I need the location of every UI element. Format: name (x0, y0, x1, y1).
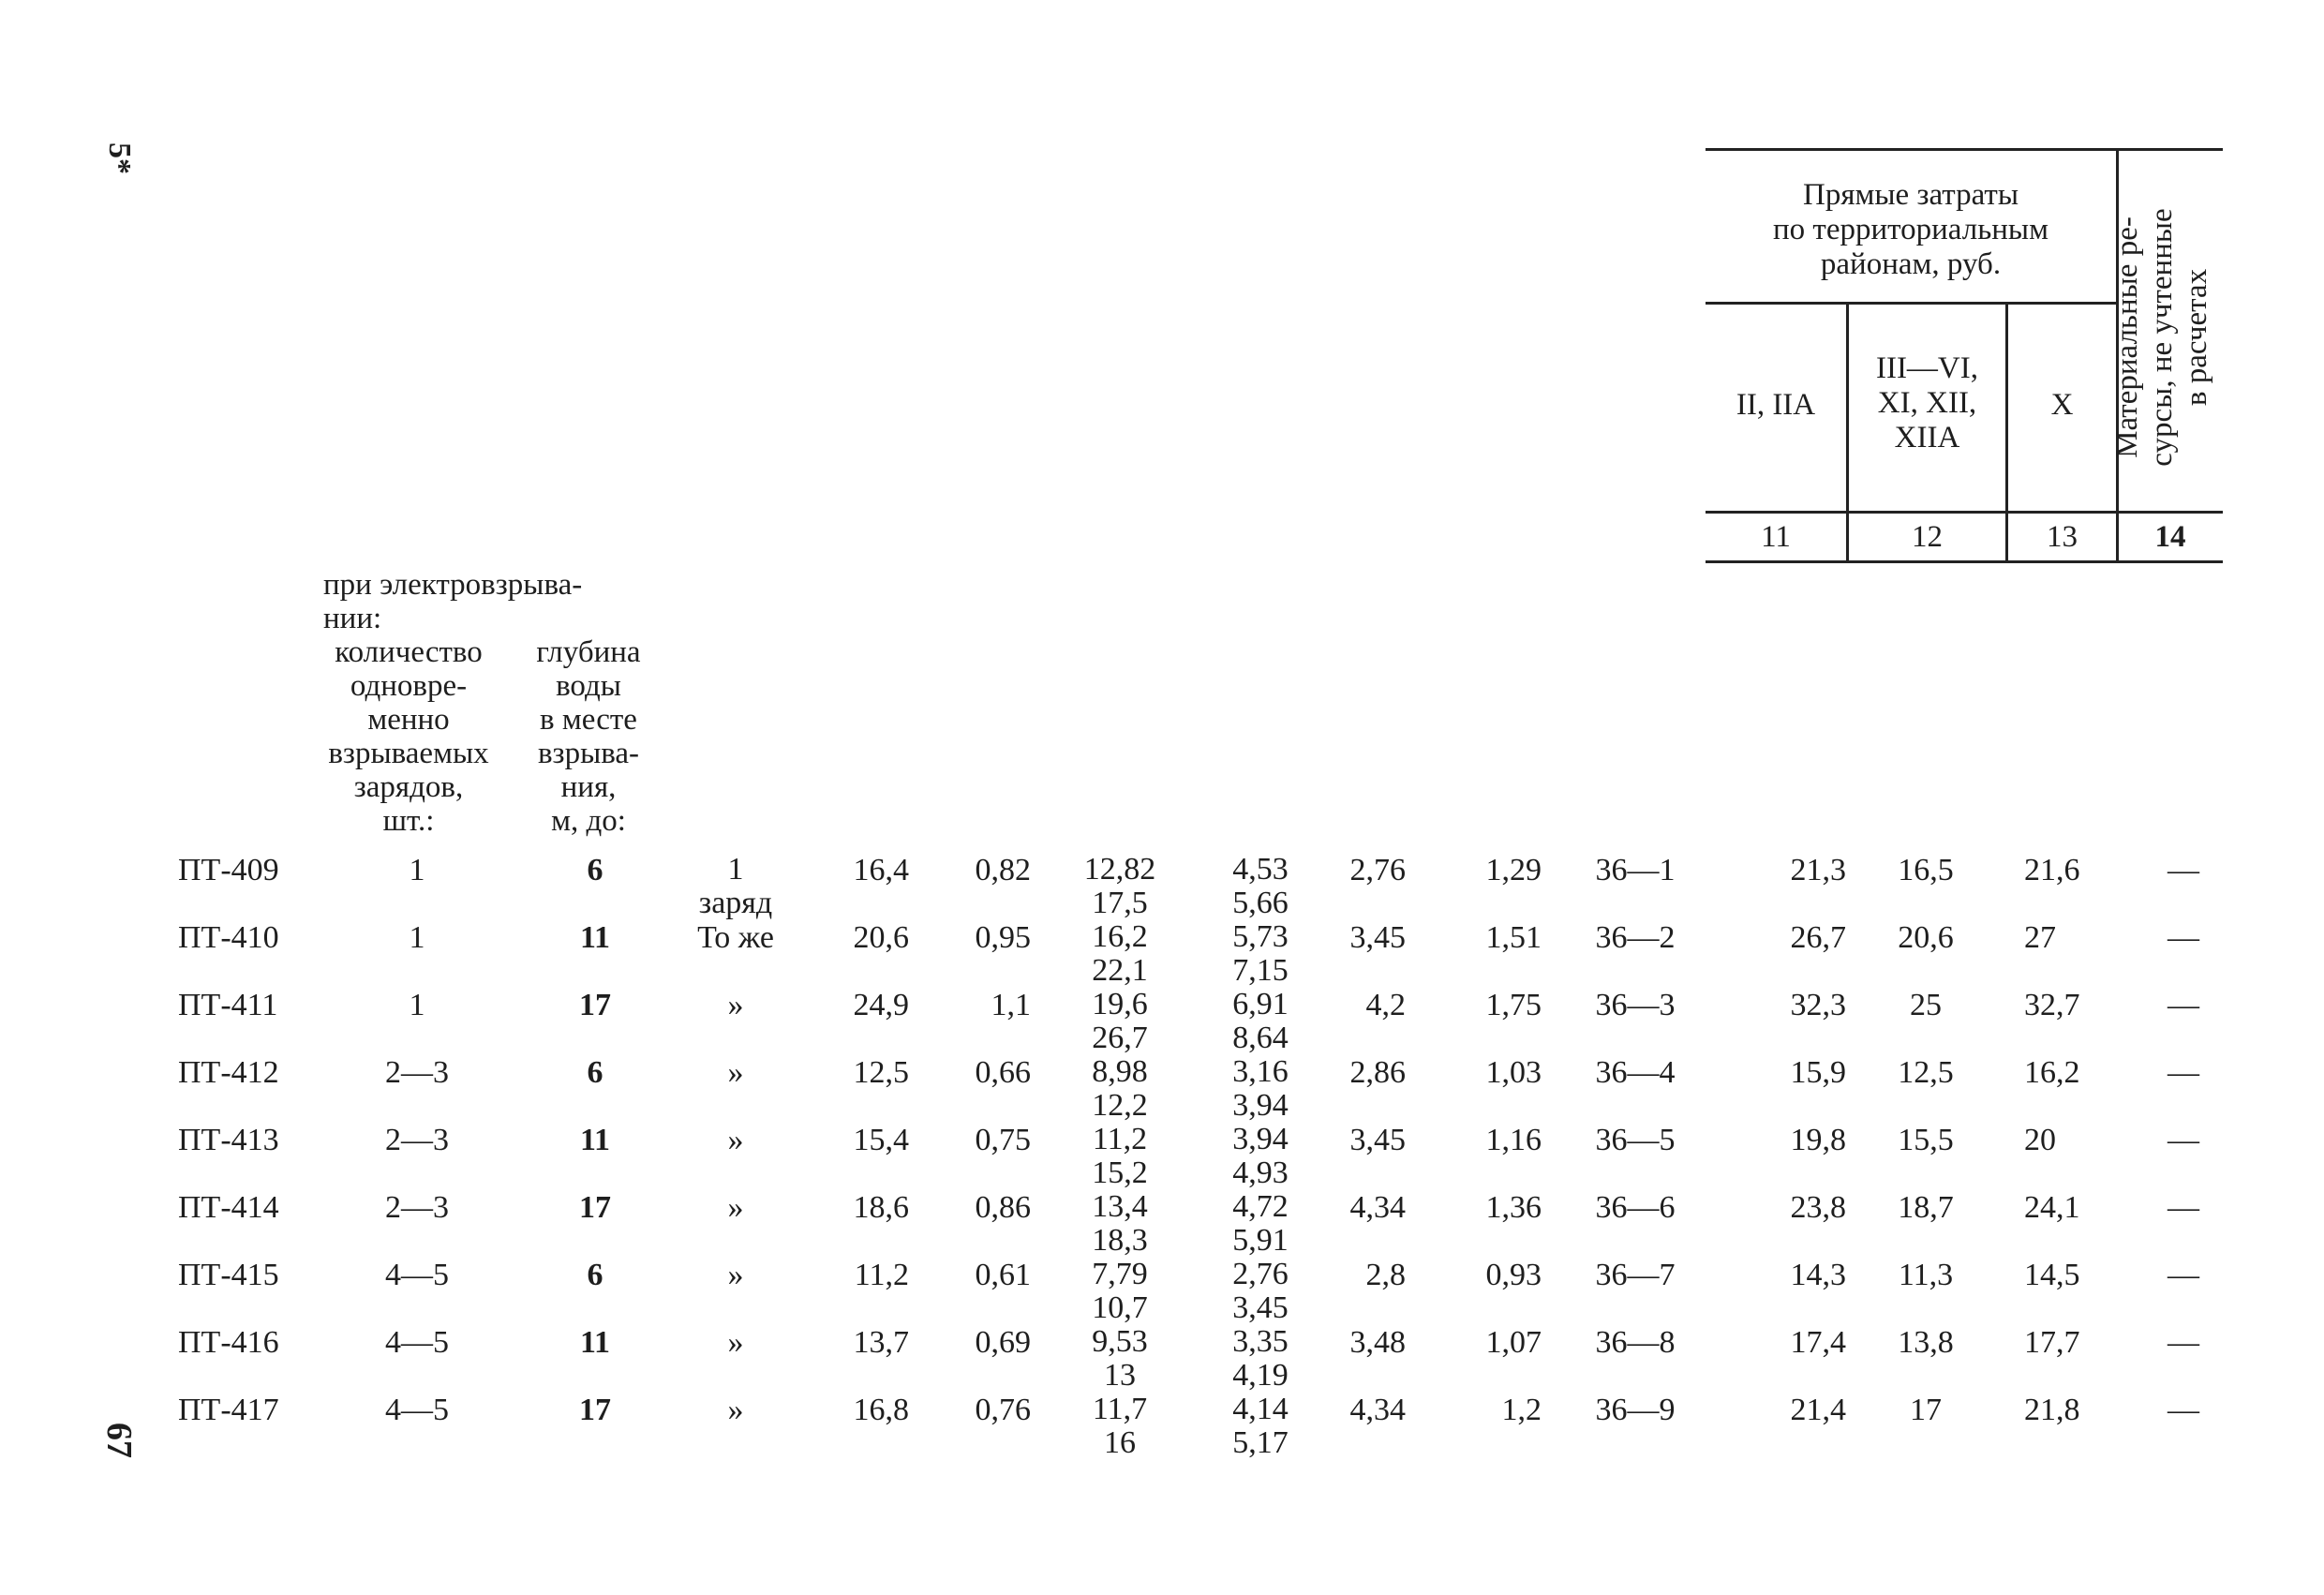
cell-v13: 21,6 (2024, 853, 2080, 887)
cell-c8-bottom: 5,91 (1232, 1223, 1289, 1258)
cell-code: ПТ-411 (178, 988, 278, 1022)
cell-v14: — (2168, 920, 2199, 955)
col-num-12: 12 (1912, 520, 1943, 554)
cell-c7-top: 9,53 (1092, 1324, 1148, 1359)
cell-v13: 20 (2024, 1123, 2056, 1157)
cell-c7 (1068, 988, 1171, 1055)
cell-v11: 26,7 (1790, 920, 1846, 955)
cell-depth: 11 (579, 920, 611, 955)
cell-c8-bottom: 3,45 (1232, 1290, 1289, 1325)
cell-c7-top: 11,7 (1092, 1392, 1148, 1426)
cell-v14: — (2168, 1258, 2199, 1292)
cell-c8-bottom: 4,19 (1232, 1358, 1289, 1393)
cell-c7-top: 16,2 (1092, 919, 1148, 954)
cell-ref: 36—4 (1595, 1055, 1676, 1090)
cell-c6: 0,66 (975, 1055, 1031, 1090)
cell-count: 4—5 (385, 1325, 449, 1360)
cell-v13: 27 (2024, 920, 2056, 955)
cell-v13: 21,8 (2024, 1393, 2080, 1427)
cell-ref: 36—6 (1595, 1190, 1676, 1225)
cell-c8 (1209, 988, 1312, 1055)
cell-ref: 36—3 (1595, 988, 1676, 1022)
cell-v12: 17 (1910, 1393, 1942, 1427)
col-num-11: 11 (1761, 520, 1791, 554)
cell-c5: 24,9 (853, 988, 909, 1022)
cell-c8-top: 3,35 (1232, 1324, 1289, 1359)
cell-c8-bottom: 3,94 (1232, 1088, 1289, 1123)
cell-c9: 2,8 (1365, 1258, 1406, 1292)
cell-depth: 17 (579, 1393, 611, 1427)
cell-depth: 11 (579, 1123, 611, 1157)
cell-depth: 17 (579, 1190, 611, 1225)
cell-c9: 2,86 (1349, 1055, 1406, 1090)
cell-ref: 36—5 (1595, 1123, 1676, 1157)
cell-c8-top: 4,72 (1232, 1189, 1289, 1224)
cell-c7-top: 7,79 (1092, 1257, 1148, 1291)
cell-c5: 11,2 (854, 1258, 909, 1292)
cell-unit: » (727, 1055, 744, 1090)
cell-c7 (1068, 920, 1171, 988)
cell-c5: 13,7 (853, 1325, 909, 1360)
col-2-2a-header: II, IIA (1736, 388, 1816, 422)
cell-c10: 1,36 (1485, 1190, 1542, 1225)
cell-c7-bottom: 12,2 (1092, 1088, 1148, 1123)
cell-c8 (1209, 1325, 1312, 1393)
cell-v14: — (2168, 1393, 2199, 1427)
cell-c9: 4,2 (1365, 988, 1406, 1022)
cell-c7-bottom: 16 (1104, 1425, 1136, 1460)
cell-c8 (1209, 853, 1312, 920)
cell-c5: 20,6 (853, 920, 909, 955)
page-mark-bottom: 67 (99, 1423, 139, 1458)
cell-c6: 0,75 (975, 1123, 1031, 1157)
cell-c10: 1,2 (1501, 1393, 1542, 1427)
cell-unit: То же (697, 920, 774, 955)
cell-c9: 4,34 (1349, 1393, 1406, 1427)
cell-count: 2—3 (385, 1123, 449, 1157)
cell-code: ПТ-413 (178, 1123, 279, 1157)
cell-count: 2—3 (385, 1190, 449, 1225)
cell-v12: 15,5 (1898, 1123, 1954, 1157)
cell-v11: 21,3 (1790, 853, 1846, 887)
cell-c9: 3,45 (1349, 1123, 1406, 1157)
cell-code: ПТ-416 (178, 1325, 279, 1360)
cell-depth: 6 (587, 853, 603, 887)
cell-unit: » (727, 1190, 744, 1225)
cell-c9: 4,34 (1349, 1190, 1406, 1225)
cell-v11: 19,8 (1790, 1123, 1846, 1157)
cell-c10: 1,03 (1485, 1055, 1542, 1090)
cell-v12: 11,3 (1898, 1258, 1954, 1292)
cell-depth: 6 (587, 1055, 603, 1090)
cell-code: ПТ-415 (178, 1258, 279, 1292)
cell-unit: » (727, 1325, 744, 1360)
cell-c8-top: 6,91 (1232, 987, 1289, 1021)
cell-count: 1 (409, 853, 425, 887)
col-num-14: 14 (2154, 520, 2186, 554)
cell-depth: 17 (579, 988, 611, 1022)
col-10-header: X (2050, 388, 2074, 422)
cell-v14: — (2168, 1123, 2199, 1157)
cell-c10: 1,51 (1485, 920, 1542, 955)
cell-c8-top: 3,94 (1232, 1122, 1289, 1156)
cell-v13: 17,7 (2024, 1325, 2080, 1360)
col-3-6-header: III—VI, XI, XII, XIIA (1875, 351, 1979, 455)
cell-c6: 0,69 (975, 1325, 1031, 1360)
water-depth-header: глубина воды в месте взрыва- ния, м, до: (536, 635, 641, 838)
cell-c7 (1068, 853, 1171, 920)
cell-c8 (1209, 1258, 1312, 1325)
cell-v12: 25 (1910, 988, 1942, 1022)
cell-c7-bottom: 26,7 (1092, 1021, 1148, 1055)
cell-depth: 6 (587, 1258, 603, 1292)
page-mark-top: 5* (102, 142, 137, 174)
cell-c7 (1068, 1190, 1171, 1258)
cell-c8 (1209, 1393, 1312, 1460)
cell-c7 (1068, 1055, 1171, 1123)
charge-count-header: количество одновре- менно взрываемых зарядов, шт.: (328, 635, 489, 838)
cell-count: 4—5 (385, 1258, 449, 1292)
cell-v14: — (2168, 1325, 2199, 1360)
cell-count: 1 (409, 988, 425, 1022)
cell-count: 2—3 (385, 1055, 449, 1090)
cell-c6: 0,61 (975, 1258, 1031, 1292)
cell-v13: 16,2 (2024, 1055, 2080, 1090)
cell-c9: 3,48 (1349, 1325, 1406, 1360)
cell-c8-bottom: 7,15 (1232, 953, 1289, 988)
cell-v11: 17,4 (1790, 1325, 1846, 1360)
cell-c9: 3,45 (1349, 920, 1406, 955)
cell-code: ПТ-412 (178, 1055, 279, 1090)
cell-v13: 14,5 (2024, 1258, 2080, 1292)
cell-c10: 0,93 (1485, 1258, 1542, 1292)
cell-c10: 1,29 (1485, 853, 1542, 887)
cell-c6: 0,95 (975, 920, 1031, 955)
cell-c7 (1068, 1325, 1171, 1393)
cell-c8-top: 4,14 (1232, 1392, 1289, 1426)
cell-c8-top: 2,76 (1232, 1257, 1289, 1291)
cell-code: ПТ-410 (178, 920, 279, 955)
cell-c8-top: 5,73 (1232, 919, 1289, 954)
cell-c6: 0,76 (975, 1393, 1031, 1427)
cell-c8 (1209, 1123, 1312, 1190)
cell-c8-top: 3,16 (1232, 1054, 1289, 1089)
cell-c10: 1,07 (1485, 1325, 1542, 1360)
cell-c5: 16,8 (853, 1393, 909, 1427)
cell-c7-bottom: 15,2 (1092, 1155, 1148, 1190)
cell-v13: 32,7 (2024, 988, 2080, 1022)
cell-c7-top: 12,82 (1083, 852, 1156, 887)
cell-unit: » (727, 1123, 744, 1157)
cell-v11: 23,8 (1790, 1190, 1846, 1225)
cell-v12: 12,5 (1898, 1055, 1954, 1090)
cell-c6: 0,86 (975, 1190, 1031, 1225)
cell-c5: 12,5 (853, 1055, 909, 1090)
cell-ref: 36—1 (1595, 853, 1676, 887)
cell-v14: — (2168, 1055, 2199, 1090)
cell-c7-top: 19,6 (1092, 987, 1148, 1021)
cell-c10: 1,75 (1485, 988, 1542, 1022)
cell-code: ПТ-409 (178, 853, 279, 887)
cell-c5: 16,4 (853, 853, 909, 887)
first-row-unit: 1 заряд (698, 852, 773, 920)
cell-v12: 20,6 (1898, 920, 1954, 955)
cell-depth: 11 (579, 1325, 611, 1360)
cell-v12: 18,7 (1898, 1190, 1954, 1225)
cell-c7-bottom: 18,3 (1092, 1223, 1148, 1258)
cell-ref: 36—2 (1595, 920, 1676, 955)
cell-ref: 36—7 (1595, 1258, 1676, 1292)
cell-c7-top: 8,98 (1092, 1054, 1148, 1089)
cell-v11: 32,3 (1790, 988, 1846, 1022)
cell-count: 4—5 (385, 1393, 449, 1427)
cell-c7-bottom: 10,7 (1092, 1290, 1148, 1325)
cell-ref: 36—9 (1595, 1393, 1676, 1427)
cell-v11: 14,3 (1790, 1258, 1846, 1292)
cell-c7-top: 13,4 (1092, 1189, 1148, 1224)
cell-c8-bottom: 5,66 (1232, 886, 1289, 920)
cell-c8-bottom: 8,64 (1232, 1021, 1289, 1055)
cell-unit: » (727, 1393, 744, 1427)
cell-code: ПТ-417 (178, 1393, 279, 1427)
direct-costs-header: Прямые затраты по территориальным районам, руб. (1773, 178, 2048, 281)
col-num-13: 13 (2047, 520, 2078, 554)
cell-ref: 36—8 (1595, 1325, 1676, 1360)
cell-v14: — (2168, 1190, 2199, 1225)
cell-c8-bottom: 4,93 (1232, 1155, 1289, 1190)
cell-c10: 1,16 (1485, 1123, 1542, 1157)
cell-c6: 1,1 (991, 988, 1031, 1022)
cell-c8-top: 4,53 (1232, 852, 1289, 887)
cell-v12: 13,8 (1898, 1325, 1954, 1360)
cell-c5: 15,4 (853, 1123, 909, 1157)
cell-c7-top: 11,2 (1092, 1122, 1148, 1156)
electro-blasting-title: при электровзрыва- нии: (323, 568, 583, 635)
cell-v11: 15,9 (1790, 1055, 1846, 1090)
cell-v11: 21,4 (1790, 1393, 1846, 1427)
cell-c7-bottom: 17,5 (1092, 886, 1148, 920)
cell-v12: 16,5 (1898, 853, 1954, 887)
cell-unit: » (727, 1258, 744, 1292)
cell-c7-bottom: 13 (1104, 1358, 1136, 1393)
cell-v13: 24,1 (2024, 1190, 2080, 1225)
cell-c8 (1209, 920, 1312, 988)
cell-unit: » (727, 988, 744, 1022)
cell-v14: — (2168, 988, 2199, 1022)
cell-c8 (1209, 1055, 1312, 1123)
cell-c9: 2,76 (1349, 853, 1406, 887)
cell-c7 (1068, 1123, 1171, 1190)
cell-c7-bottom: 22,1 (1092, 953, 1148, 988)
cell-c5: 18,6 (853, 1190, 909, 1225)
cell-v14: — (2168, 853, 2199, 887)
cell-count: 1 (409, 920, 425, 955)
cell-code: ПТ-414 (178, 1190, 279, 1225)
materials-header: Материальные ре- сурсы, не учтенные в расчетах (2110, 208, 2213, 467)
cell-c7 (1068, 1393, 1171, 1460)
cell-c6: 0,82 (975, 853, 1031, 887)
cell-c8 (1209, 1190, 1312, 1258)
cell-c8-bottom: 5,17 (1232, 1425, 1289, 1460)
cell-c7 (1068, 1258, 1171, 1325)
